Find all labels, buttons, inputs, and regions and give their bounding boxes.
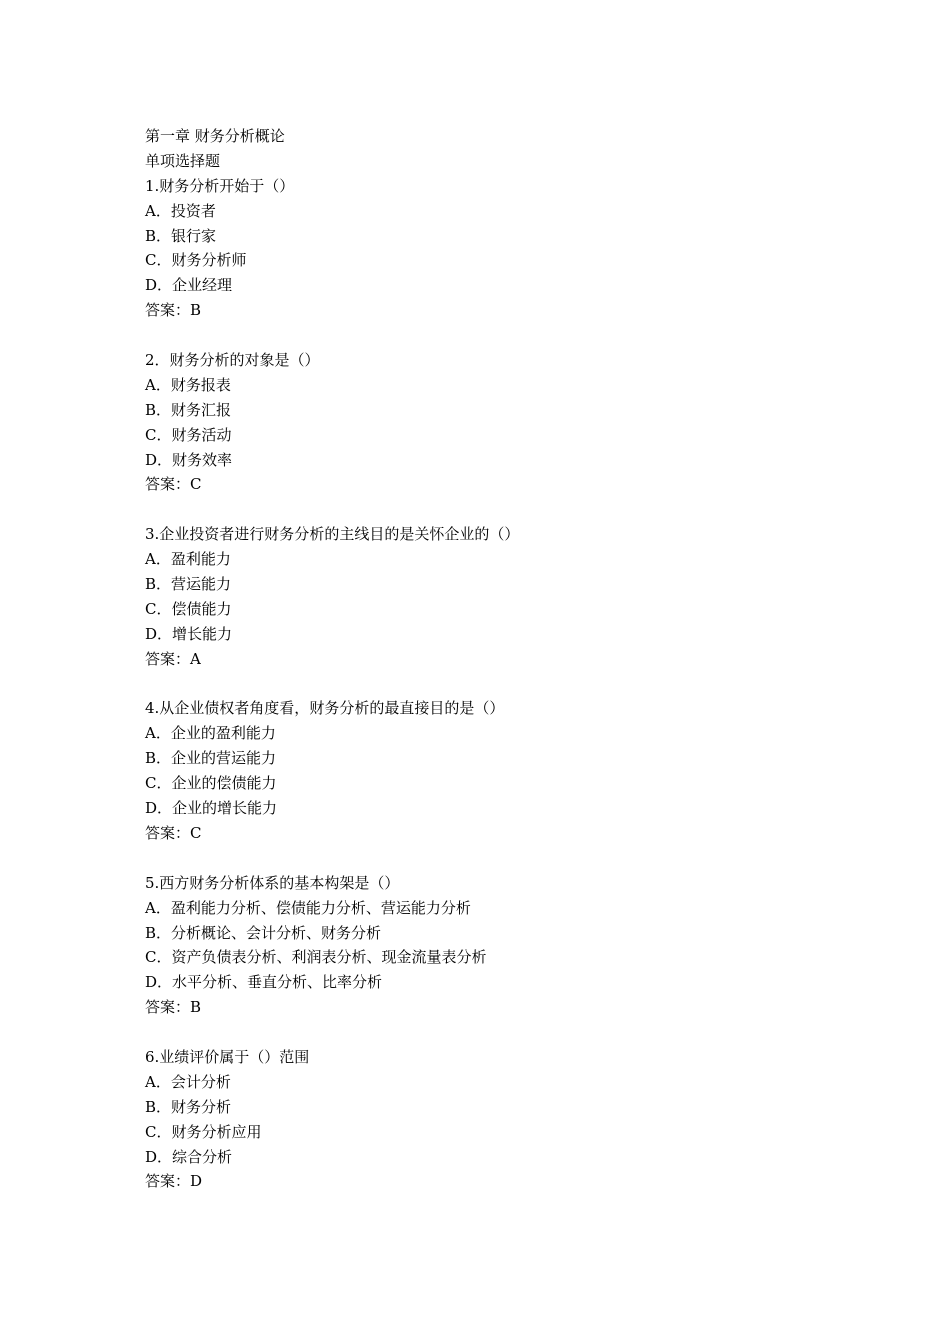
option-d: D．增长能力: [145, 624, 233, 643]
option-a: A．会计分析: [145, 1072, 231, 1091]
option-b: B．企业的营运能力: [145, 749, 277, 768]
option-b: B．银行家: [145, 226, 217, 245]
option-c: C．企业的偿债能力: [145, 774, 277, 793]
option-c: C．财务分析应用: [145, 1122, 262, 1141]
question-1: [145, 174, 845, 323]
question-stem: 2．财务分析的对象是（）: [145, 351, 320, 370]
option-b: B．营运能力: [145, 575, 232, 594]
chapter-title: 第一章 财务分析概论: [145, 127, 285, 145]
option-d: D．企业的增长能力: [145, 799, 278, 818]
option-a: A．盈利能力: [145, 550, 231, 569]
section-title: 单项选择题: [145, 151, 221, 170]
question-4: [145, 696, 845, 845]
option-b: B．财务汇报: [145, 400, 232, 419]
option-d: D．财务效率: [145, 450, 233, 469]
option-c: C．偿债能力: [145, 599, 232, 618]
option-c: C．资产负债表分析、利润表分析、现金流量表分析: [145, 948, 487, 967]
answer: 答案：C: [145, 823, 202, 842]
question-stem: 3.企业投资者进行财务分析的主线目的是关怀企业的（）: [145, 525, 520, 544]
spacer: [145, 1020, 845, 1045]
question-3: [145, 522, 845, 671]
spacer: [145, 497, 845, 522]
option-c: C．财务分析师: [145, 251, 247, 270]
spacer: [145, 672, 845, 697]
spacer: [145, 323, 845, 348]
option-c: C．财务活动: [145, 425, 232, 444]
option-d: D．水平分析、垂直分析、比率分析: [145, 973, 383, 992]
question-stem: 5.西方财务分析体系的基本构架是（）: [145, 873, 400, 892]
option-a: A．投资者: [145, 201, 216, 220]
answer: 答案：B: [145, 301, 202, 320]
answer: 答案：B: [145, 998, 202, 1017]
option-b: B．分析概论、会计分析、财务分析: [145, 923, 382, 942]
answer: 答案：D: [145, 1172, 203, 1191]
question-5: [145, 871, 845, 1020]
question-stem: 1.财务分析开始于（）: [145, 176, 295, 195]
question-stem: 6.业绩评价属于（）范围: [145, 1047, 310, 1066]
question-6: [145, 1045, 845, 1194]
spacer: [145, 846, 845, 871]
option-a: A．财务报表: [145, 375, 231, 394]
answer: 答案：C: [145, 475, 202, 494]
option-a: A．盈利能力分析、偿债能力分析、营运能力分析: [145, 898, 471, 917]
option-a: A．企业的盈利能力: [145, 724, 276, 743]
option-d: D．综合分析: [145, 1147, 233, 1166]
option-b: B．财务分析: [145, 1097, 232, 1116]
document-page: [145, 124, 845, 1194]
question-stem: 4.从企业债权者角度看，财务分析的最直接目的是（）: [145, 699, 505, 718]
option-d: D．企业经理: [145, 276, 233, 295]
question-2: [145, 348, 845, 497]
answer: 答案：A: [145, 649, 201, 668]
